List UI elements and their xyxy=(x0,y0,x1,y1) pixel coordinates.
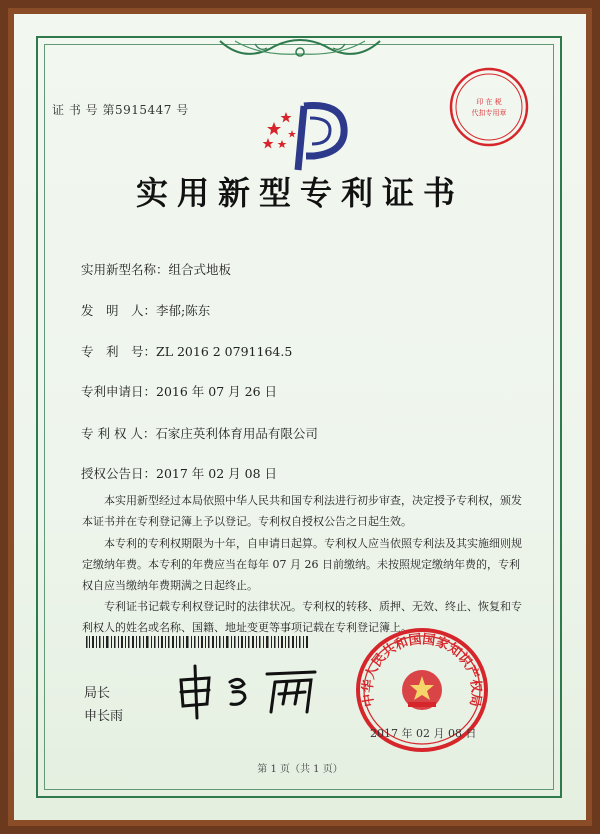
seal-date: 2017 年 02 月 08 日 xyxy=(370,727,477,740)
barcode-icon xyxy=(86,636,308,648)
field-grant-date xyxy=(81,464,277,482)
field-label: 专 利 权 人： xyxy=(81,426,156,441)
field-value: ZL 2016 2 0791164.5 xyxy=(156,344,293,359)
certificate-title: 实用新型专利证书 xyxy=(135,174,464,212)
field-patentee xyxy=(81,424,318,442)
field-label: 专利申请日： xyxy=(81,384,157,399)
paragraph-term: 本专利的专利权期限为十年，自申请日起算。专利权人应当依照专利法及其实施细则规定缴纳年费。本专利的年费应当在每年 07 月 26 日前缴纳。未按照规定缴纳年费的，专利权自应当缴纳年费期满之日起终止。 xyxy=(82,537,522,592)
field-value: 石家庄英利体育用品有限公司 xyxy=(155,426,318,441)
field-inventor xyxy=(81,301,210,319)
field-value: 组合式地板 xyxy=(168,262,232,277)
cnipa-logo-icon xyxy=(260,100,352,172)
handwritten-signature-icon xyxy=(175,660,325,720)
field-label: 实用新型名称： xyxy=(81,262,169,277)
top-ornament-icon xyxy=(215,36,385,66)
page-footer: 第 1 页（共 1 页） xyxy=(257,764,343,775)
field-label: 授权公告日： xyxy=(81,466,157,481)
tax-stamp-line-2: 代扣专用章 xyxy=(471,109,507,117)
field-value: 2017 年 02 月 08 日 xyxy=(156,466,278,481)
field-label: 发 明 人： xyxy=(81,303,157,318)
paragraph-legal: 专利证书记载专利权登记时的法律状况。专利权的转移、质押、无效、终止、恢复和专利权人的姓名或名称、国籍、地址变更等事项记载在专利登记簿上。 xyxy=(82,600,522,634)
paragraph-grant: 本实用新型经过本局依照中华人民共和国专利法进行初步审查，决定授予专利权，颁发本证书并在专利登记簿上予以登记。专利权自授权公告之日起生效。 xyxy=(82,494,522,528)
field-value: 2016 年 07 月 26 日 xyxy=(156,384,278,399)
tax-stamp-line-1: 印 在 税 xyxy=(476,98,502,106)
field-value: 李郁;陈东 xyxy=(156,303,211,318)
certificate-number: 证 书 号 第5915447 号 xyxy=(52,103,189,117)
director-title: 局长 xyxy=(84,686,111,701)
field-label: 专 利 号： xyxy=(81,344,157,359)
field-patent-number xyxy=(81,342,292,360)
field-application-date xyxy=(81,382,277,400)
seal-text: 中华人民共和国国家知识产权局 xyxy=(360,632,484,708)
tax-stamp-icon xyxy=(448,66,530,148)
field-utility-name xyxy=(81,260,231,278)
director-name: 申长雨 xyxy=(84,709,124,724)
